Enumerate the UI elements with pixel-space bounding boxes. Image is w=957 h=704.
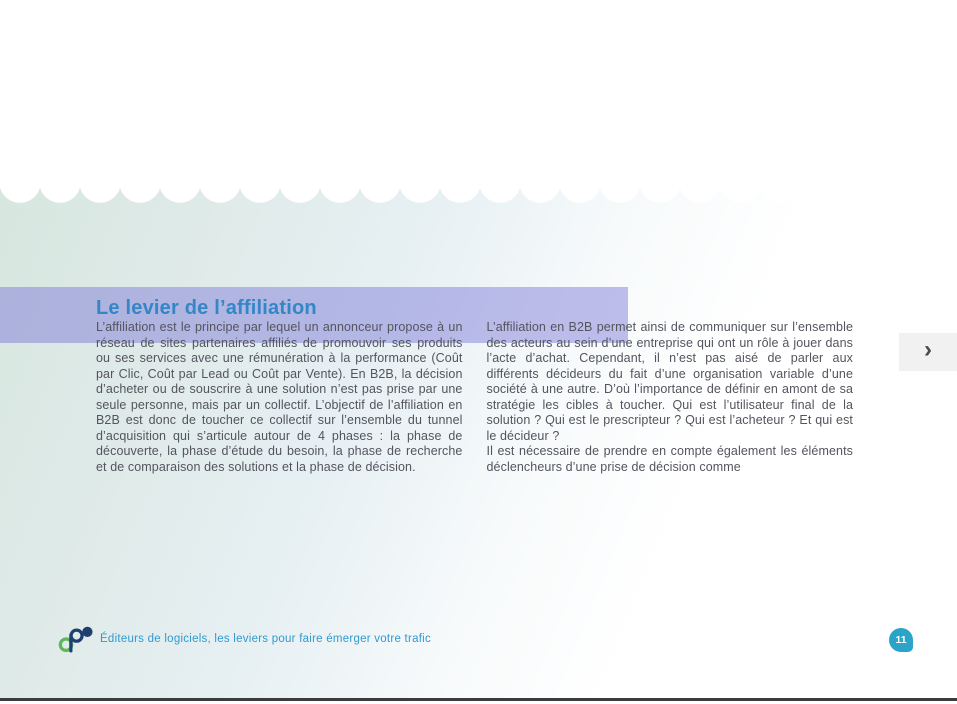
text-column-left	[96, 320, 463, 475]
scallop-edge-decoration	[0, 182, 957, 204]
paragraph: L’affiliation en B2B permet ainsi de communiquer sur l’ensemble des acteurs au sein d’une entreprise qui ont un rôle à jouer dans l’acte d’achat. Cependant, il n’est pas aisé de parler aux différents décideurs du fait d’une organisation variable d’une société à une autre. D’où l’importance de définir en amont de sa stratégie les cibles à toucher. Qui est l’utilisateur final de la solution ? Qui est le prescripteur ? Qui est l’acheteur ? Et qui est le décideur ?	[486, 320, 853, 443]
chevron-right-icon: ›	[924, 336, 932, 363]
body-text-columns	[96, 320, 853, 475]
paragraph: L’affiliation est le principe par lequel un annonceur propose à un réseau de sites partenaires affiliés de promouvoir ses produits ou ses services avec une rémunération à la performance (Coût par Clic, Coût par Lead ou Coût par Vente). En B2B, la décision d’acheter ou de souscrire à une solution n’est pas prise par une seule personne, mais par un collectif. L’objectif de l’affiliation en B2B est donc de toucher ce collectif sur l’ensemble du tunnel d’acquisition qui s’articule autour de 4 phases : la phase de découverte, la phase d’étude du besoin, la phase de recherche et de comparaison des solutions et la phase de décision.	[96, 320, 463, 474]
page-title: Le levier de l’affiliation	[96, 297, 317, 320]
next-page-button[interactable]	[899, 333, 957, 371]
page-number: 11	[895, 634, 907, 646]
cpa-logo-icon	[57, 623, 95, 655]
paragraph: Il est nécessaire de prendre en compte également les éléments déclencheurs d’une prise de décision comme	[486, 444, 853, 474]
page-number-badge	[889, 628, 913, 652]
page-bottom-edge	[0, 698, 957, 701]
footer-tagline: Éditeurs de logiciels, les leviers pour faire émerger votre trafic	[100, 633, 431, 645]
text-column-right	[487, 320, 854, 475]
